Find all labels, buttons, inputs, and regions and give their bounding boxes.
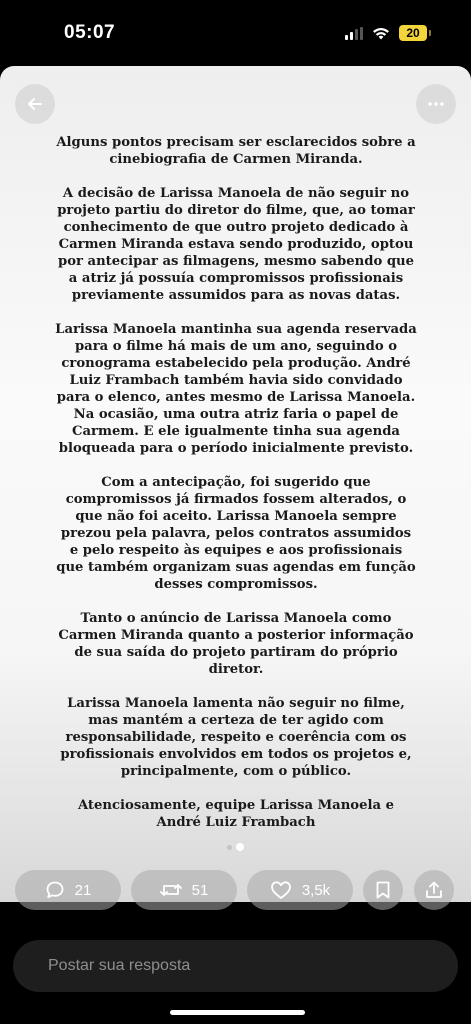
repost-button[interactable] xyxy=(131,870,237,910)
more-options-button[interactable] xyxy=(416,84,456,124)
status-time: 05:07 xyxy=(64,22,116,43)
home-indicator xyxy=(170,1010,305,1015)
bookmark-icon xyxy=(375,880,391,900)
post-actions xyxy=(0,870,471,912)
like-button[interactable] xyxy=(247,870,353,910)
status-bar xyxy=(0,0,471,64)
back-button[interactable] xyxy=(15,84,55,124)
status-icons xyxy=(345,25,427,41)
statement-paragraph: Alguns pontos precisam ser esclarecidos sobre a cinebiografia de Carmen Miranda. xyxy=(56,135,416,167)
statement-paragraph: A decisão de Larissa Manoela de não seguir no projeto partiu do diretor do filme, que, ao tomar conhecimento de que outro projeto dedicado à Carmen Miranda estava sendo produzido, optou por antecipar as filmagens, mesmo sabendo que a atriz já possuía compromissos profissionais previamente assumidos para as novas datas. xyxy=(57,186,415,303)
statement-paragraph: Com a antecipação, foi sugerido que compromissos já firmados fossem alterados, o que não foi aceito. Larissa Manoela sempre prezou pela palavra, pelos contratos assumidos e pelo respeito às equipes e aos profissionais que também organizam suas agendas em função desses compromissos. xyxy=(56,475,416,592)
like-count: 3,5k xyxy=(301,881,331,899)
statement-signature: Atenciosamente, equipe Larissa Manoela e André Luiz Frambach xyxy=(77,798,395,830)
statement-paragraph: Larissa Manoela mantinha sua agenda reservada para o filme há mais de um ano, seguindo o cronograma estabelecido pela produção. André Luiz Frambach também havia sido convidado para o elenco, antes mesmo de Larissa Manoela. Na ocasião, uma outra atriz faria o papel de Carmem. E ele igualmente tinha sua agenda bloqueada para o período inicialmente previsto. xyxy=(55,322,417,456)
statement-text xyxy=(55,134,417,848)
share-icon xyxy=(424,880,444,900)
statement-paragraph: Larissa Manoela lamenta não seguir no filme, mas mantém a certeza de ter agido com responsabilidade, respeito e coerência com os profissionais envolvidos em todos os projetos e, principalmente, com o público. xyxy=(60,696,412,779)
comment-icon xyxy=(45,880,65,900)
carousel-pagination xyxy=(0,843,471,851)
more-horizontal-icon xyxy=(427,101,445,107)
media-viewer xyxy=(0,66,471,902)
reply-count: 21 xyxy=(74,881,92,899)
bookmark-button[interactable] xyxy=(363,870,403,910)
share-button[interactable] xyxy=(414,870,454,910)
reply-input[interactable] xyxy=(13,940,458,992)
page-dot[interactable] xyxy=(227,845,232,850)
wifi-icon xyxy=(372,26,390,40)
arrow-left-icon xyxy=(26,95,44,113)
repost-count: 51 xyxy=(191,881,209,899)
repost-icon xyxy=(160,880,182,900)
reply-button[interactable] xyxy=(15,870,121,910)
battery-indicator: 20 xyxy=(399,25,427,41)
heart-icon xyxy=(270,880,292,900)
reply-placeholder: Postar sua resposta xyxy=(48,957,191,974)
page-dot-active[interactable] xyxy=(236,843,244,851)
statement-paragraph: Tanto o anúncio de Larissa Manoela como Carmen Miranda quanto a posterior informação de sua saída do projeto partiram do próprio diretor. xyxy=(58,611,414,677)
cellular-signal-icon xyxy=(345,27,363,40)
